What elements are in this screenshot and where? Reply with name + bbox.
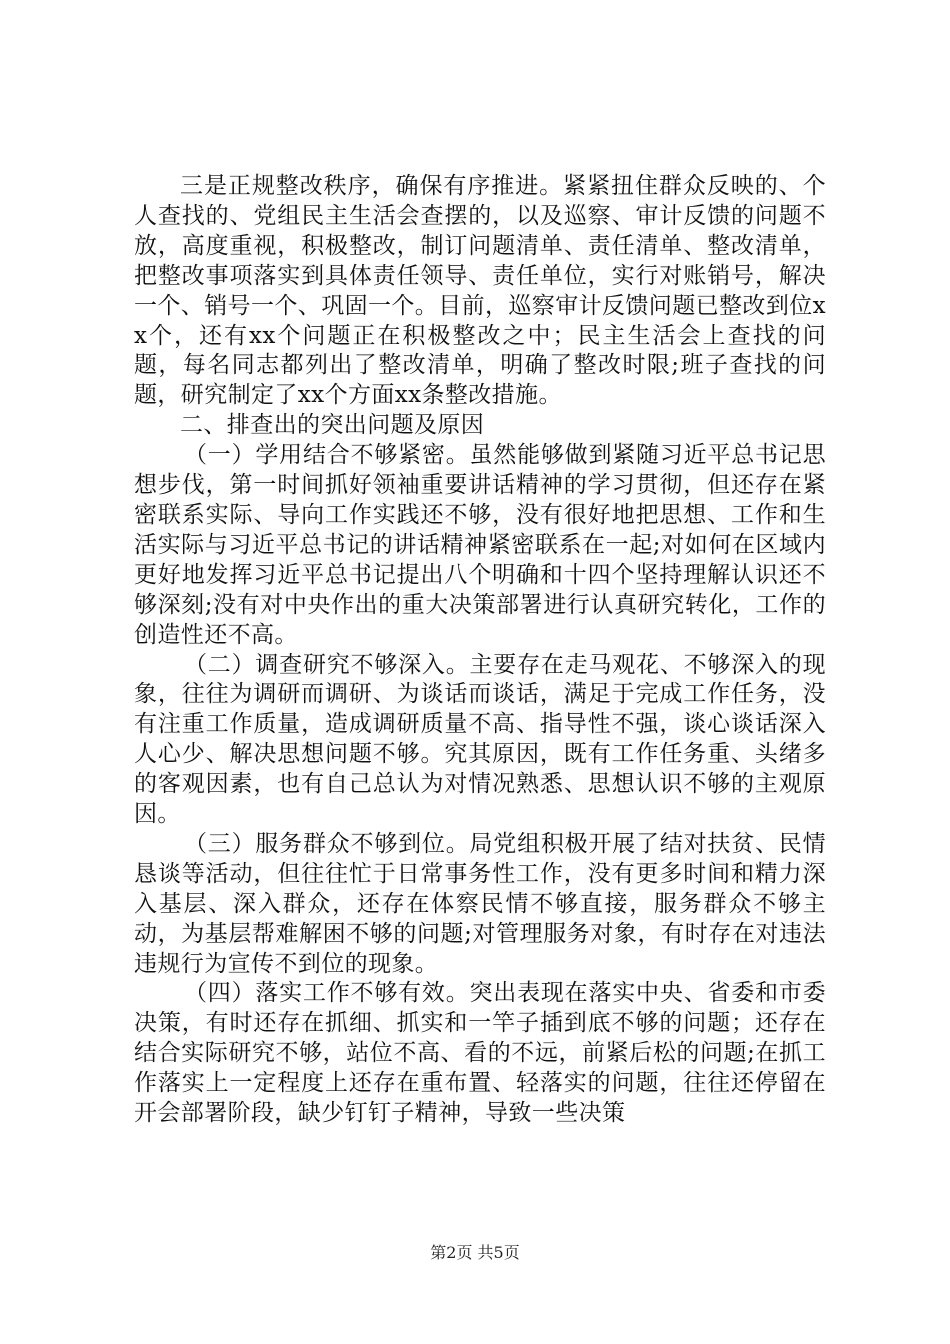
- paragraph-study-application: （一）学用结合不够紧密。虽然能够做到紧随习近平总书记思想步伐，第一时间抓好领袖重要讲话精神的学习贯彻，但还存在紧密联系实际、导向工作实践还不够，没有很好地把思想、工作和生活实际与习近平总书记的讲话精神紧密联系在一起;对如何在区域内更好地发挥习近平总书记提出八个明确和十四个坚持理解认识还不够深刻;没有对中央作出的重大决策部署进行认真研究转化，工作的创造性还不高。: [134, 442, 826, 648]
- paragraph-serving-public: （三）服务群众不够到位。局党组积极开展了结对扶贫、民情恳谈等活动，但往往忙于日常事务性工作，没有更多时间和精力深入基层、深入群众，还存在体察民情不够直接，服务群众不够主动，为基层帮难解困不够的问题;对管理服务对象，有时存在对违法违规行为宣传不到位的现象。: [134, 830, 826, 977]
- paragraph-investigation-research: （二）调查研究不够深入。主要存在走马观花、不够深入的现象，往往为调研而调研、为谈话而谈话，满足于完成工作任务，没有注重工作质量，造成调研质量不高、指导性不强，谈心谈话深入人心少、解决思想问题不够。究其原因，既有工作任务重、头绪多的客观因素，也有自己总认为对情况熟悉、思想认识不够的主观原因。: [134, 651, 826, 828]
- paragraph-implementation: （四）落实工作不够有效。突出表现在落实中央、省委和市委决策，有时还存在抓细、抓实和一竿子插到底不够的问题；还存在结合实际研究不够，站位不高、看的不远，前紧后松的问题;在抓工作落实上一定程度上还存在重布置、轻落实的问题，往往还停留在开会部署阶段，缺少钉钉子精神，导致一些决策: [134, 980, 826, 1127]
- section-heading-problems-causes: 二、排查出的突出问题及原因: [180, 412, 485, 439]
- page-number-footer: 第2页 共5页: [430, 1243, 520, 1262]
- document-body: [134, 172, 826, 1129]
- paragraph-rectification-order: 三是正规整改秩序，确保有序推进。紧紧扭住群众反映的、个人查找的、党组民主生活会查摆的，以及巡察、审计反馈的问题不放，高度重视，积极整改，制订问题清单、责任清单、整改清单，把整改事项落实到具体责任领导、责任单位，实行对账销号，解决一个、销号一个、巩固一个。目前，巡察审计反馈问题已整改到位xx个，还有xx个问题正在积极整改之中；民主生活会上查找的问题，每名同志都列出了整改清单，明确了整改时限;班子查找的问题，研究制定了xx个方面xx条整改措施。: [134, 173, 826, 409]
